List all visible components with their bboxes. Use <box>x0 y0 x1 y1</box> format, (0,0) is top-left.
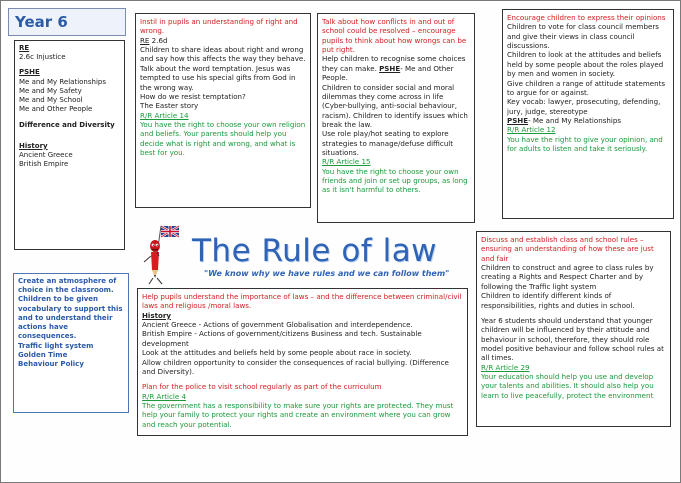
article-label: R/R Article 12 <box>507 125 556 135</box>
difference-heading: Difference and Diversity <box>19 120 115 129</box>
pshe-item: Me and My Safety <box>19 86 82 95</box>
opinions-line: Key vocab: lawyer, prosecuting, defending, jury, judge, stereotype <box>507 97 661 116</box>
atmosphere-item: Behaviour Policy <box>18 360 84 369</box>
pshe-heading: PSHE <box>19 68 40 77</box>
conflicts-intro: Talk about how conflicts in and out of school could be resolved – encourage pupils to think about how wrongs can be put right. <box>322 17 467 55</box>
year6-text: Year 6 students should understand that younger children will be influenced by their attitude and behaviour in school, therefore, they should role model positive behaviour and follow school rules at all times. <box>481 315 664 363</box>
laws-line: Allow children opportunity to consider the consequences of racial bullying. (Difference and Diversity). <box>142 357 449 376</box>
re-item: 2.6c Injustice <box>19 53 66 62</box>
pshe-label: PSHE <box>379 63 401 73</box>
class-rules-intro: Discuss and establish class and school rules – ensuring an understanding of how these are just and fair <box>481 235 654 263</box>
year-title: Year 6 <box>8 8 126 36</box>
temptation-box <box>135 13 311 208</box>
re-heading: RE <box>19 44 30 52</box>
rights-text: Your education should help you use and develop your talents and abilities. It should also help you learn to live peacefully, protect the environment <box>481 372 654 400</box>
conflicts-box <box>317 13 475 223</box>
opinions-line: Children to vote for class council members and give their views in class council discussions. <box>507 22 659 51</box>
pshe-rest: - Me and Other People. <box>322 63 454 83</box>
opinions-intro: Encourage children to express their opinions <box>507 13 666 22</box>
history-heading: History <box>142 310 171 320</box>
pshe-item: Me and Other People <box>19 105 93 114</box>
conflicts-line: Use role play/hot seating to explore strategies to manage/defuse difficult situations. <box>322 129 454 158</box>
rights-text: You have the right to choose your own friends and join or set up groups, as long as it isn't harmful to others. <box>322 166 468 195</box>
temptation-intro: Instil in pupils an understanding of right and wrong. <box>140 17 298 36</box>
history-item: Ancient Greece <box>19 151 73 160</box>
class-rules-line: Children to construct and agree to class rules by creating a Rights and Respect Charter and by following the Traffic light system <box>481 263 654 291</box>
article-label: R/R Article 15 <box>322 157 371 167</box>
opinions-box <box>502 9 674 219</box>
union-flag-icon <box>157 226 179 254</box>
temptation-line: Children to share ideas about right and wrong and say how this affects the way they behave. <box>140 45 306 64</box>
laws-visit: Plan for the police to visit school regularly as part of the curriculum <box>142 382 382 392</box>
pshe-rest: - Me and My Relationships <box>528 115 622 125</box>
atmosphere-item: Golden Time <box>18 350 68 359</box>
article-label: R/R Article 14 <box>140 110 189 120</box>
laws-intro: Help pupils understand the importance of laws – and the difference between criminal/civil laws and religious /moral laws. <box>142 292 462 311</box>
class-rules-box <box>476 231 671 427</box>
conflicts-line: Children to consider social and moral dilemmas they come across in life (Cyber-bullying, anti-social behaviour, racism). Children to identify issues which break the law. <box>322 82 468 129</box>
opinions-pshe-line <box>507 116 669 125</box>
rights-text: The government has a responsibility to make sure your rights are protected. They must help your family to protect your rights and create an environment where you can grow and reach your potential. <box>142 400 454 429</box>
history-heading: History <box>19 141 48 150</box>
atmosphere-box <box>13 273 129 413</box>
temptation-re-line <box>140 36 306 45</box>
opinions-line: Children to look at the attitudes and beliefs held by some people about the roles played by men and women in society. <box>507 50 664 79</box>
pshe-label: PSHE <box>507 115 529 125</box>
atmosphere-text: Create an atmosphere of choice in the classroom. Children to be given vocabulary to support this and to understand their actions have consequences. <box>18 277 123 341</box>
article-label: R/R Article 29 <box>481 362 530 372</box>
pshe-item: Me and My School <box>19 96 83 105</box>
pencil-character-icon <box>144 240 162 284</box>
history-item: British Empire <box>19 160 69 169</box>
rights-text: You have the right to give your opinion, and for adults to listen and take it seriously. <box>507 134 663 154</box>
pshe-item: Me and My Relationships <box>19 77 106 86</box>
opinions-line: Give children a range of attitude statements to argue for or against. <box>507 78 666 97</box>
article-label: R/R Article 4 <box>142 391 187 401</box>
re-label: RE <box>140 35 150 45</box>
banner-title: The Rule of law <box>192 233 438 269</box>
mascot-illustration <box>135 224 193 286</box>
laws-line: Ancient Greece - Actions of government Globalisation and interdependence. <box>142 320 413 330</box>
laws-line: British Empire - Actions of government/citizens Business and tech. Sustainable development <box>142 329 422 348</box>
subjects-box <box>14 40 125 250</box>
laws-line: Look at the attitudes and beliefs held by some people about race in society. <box>142 348 412 358</box>
class-rules-line: Children to identify different kinds of responsibilities, rights and duties in school. <box>481 291 635 310</box>
help-text: Help children to recognise some choices they can make. <box>322 54 466 73</box>
rights-text: You have the right to choose your own religion and beliefs. Your parents should help you decide what is right and wrong, and what is best for you. <box>140 119 306 158</box>
temptation-line: How do we resist temptation? <box>140 91 246 101</box>
atmosphere-item: Traffic light system <box>18 341 94 350</box>
temptation-line: The Easter story <box>140 101 199 111</box>
temptation-line: Talk about the word temptation. Jesus was tempted to use his special gifts from God in the wrong way. <box>140 63 296 92</box>
banner-quote: "We know why we have rules and we can follow them" <box>204 269 450 278</box>
re-code: 2.6d <box>149 35 168 45</box>
conflicts-help-line <box>322 54 470 82</box>
laws-box <box>137 288 468 436</box>
